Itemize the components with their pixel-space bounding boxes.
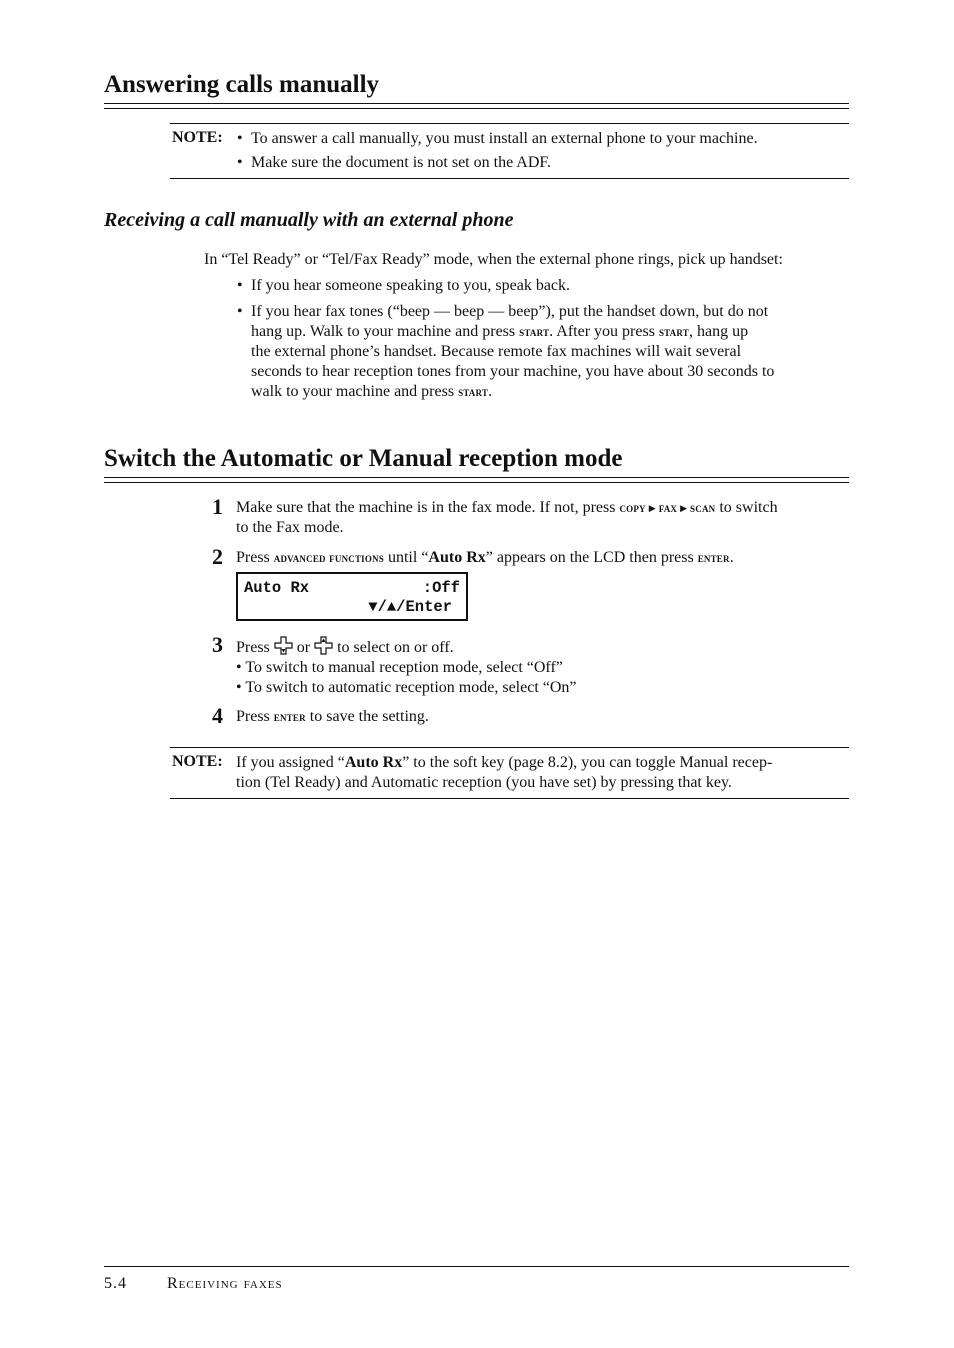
section-title-rule: [104, 477, 849, 483]
subsection-title: Receiving a call manually with an external phone: [104, 209, 514, 231]
enter-key: enter: [273, 709, 306, 724]
start-key: start: [658, 324, 689, 339]
fax-key: fax: [658, 500, 678, 515]
list-item: • If you hear fax tones (“beep — beep — beep”), put the handset down, but do not hang up. Walk to your machine and press start. After you press start, hang up the external phone’s handset. Because remote fax machines will wait several seconds to hear reception tones from your machine, you have about 30 seconds to walk to your machine and press start.: [237, 303, 775, 400]
step-number: 3: [212, 632, 223, 657]
note-label: NOTE:: [172, 753, 223, 770]
step-4-text: Press enter to save the setting.: [236, 708, 429, 725]
step-number: 2: [212, 544, 223, 569]
note-bullet: •: [237, 130, 243, 147]
start-key: start: [519, 324, 550, 339]
enter-key: enter: [697, 550, 730, 565]
step-3-sub-1: • To switch to manual reception mode, select “Off”: [236, 659, 563, 676]
step-number: 1: [212, 494, 223, 519]
footer-page-number: 5.4: [104, 1275, 127, 1292]
lcd-line1-right: :Off: [422, 579, 460, 597]
lcd-line2: ▼/▲/Enter: [368, 598, 452, 616]
section-title-rule: [104, 103, 849, 109]
footer-rule: [104, 1266, 849, 1267]
navigation-down-icon: [274, 636, 293, 655]
intro-paragraph: In “Tel Ready” or “Tel/Fax Ready” mode, when the external phone rings, pick up handset:: [204, 251, 783, 268]
section-title-answering-calls: Answering calls manually: [104, 71, 380, 98]
note-bottom-rule: [170, 798, 849, 799]
triangle-right-icon: ▶: [680, 503, 688, 513]
note-item-2: Make sure the document is not set on the ADF.: [251, 154, 552, 171]
copy-key: copy: [619, 500, 646, 515]
list-bullet: •: [237, 303, 243, 320]
note-bottom-rule: [170, 178, 849, 179]
note-label: NOTE:: [172, 129, 223, 146]
step-1-text: Make sure that the machine is in the fax mode. If not, press copy ▶ fax ▶ scan to switch to the Fax mode.: [236, 499, 778, 536]
lcd-line1-left: Auto Rx: [244, 579, 310, 597]
note-bullet: •: [237, 154, 243, 171]
lcd-display: [236, 572, 468, 621]
footer-section-name: Receiving faxes: [167, 1275, 283, 1292]
note-top-rule: [170, 747, 849, 748]
navigation-up-icon: [314, 636, 333, 655]
note-text: If you assigned “Auto Rx” to the soft key (page 8.2), you can toggle Manual recep- tion (Tel Ready) and Automatic reception (you have set) by pressing that key.: [236, 754, 773, 791]
section-title-reception-mode: Switch the Automatic or Manual reception mode: [104, 445, 623, 472]
note-item-1: To answer a call manually, you must install an external phone to your machine.: [251, 130, 758, 147]
scan-key: scan: [690, 500, 716, 515]
start-key: start: [458, 384, 489, 399]
list-bullet: •: [237, 277, 243, 294]
step-number: 4: [212, 703, 223, 728]
note-top-rule: [170, 123, 849, 124]
list-item: • If you hear someone speaking to you, speak back.: [237, 277, 571, 294]
step-2-text: Press advanced functions until “Auto Rx” appears on the LCD then press enter.: [236, 549, 734, 566]
advanced-functions-key: advanced functions: [273, 550, 384, 565]
step-3-text: Press or to select on or off. • To switch to manual reception mode, select “Off” • To switch to automatic reception mode, select “On”: [236, 636, 577, 698]
step-3-sub-2: • To switch to automatic reception mode, select “On”: [236, 679, 577, 696]
triangle-right-icon: ▶: [648, 503, 656, 513]
